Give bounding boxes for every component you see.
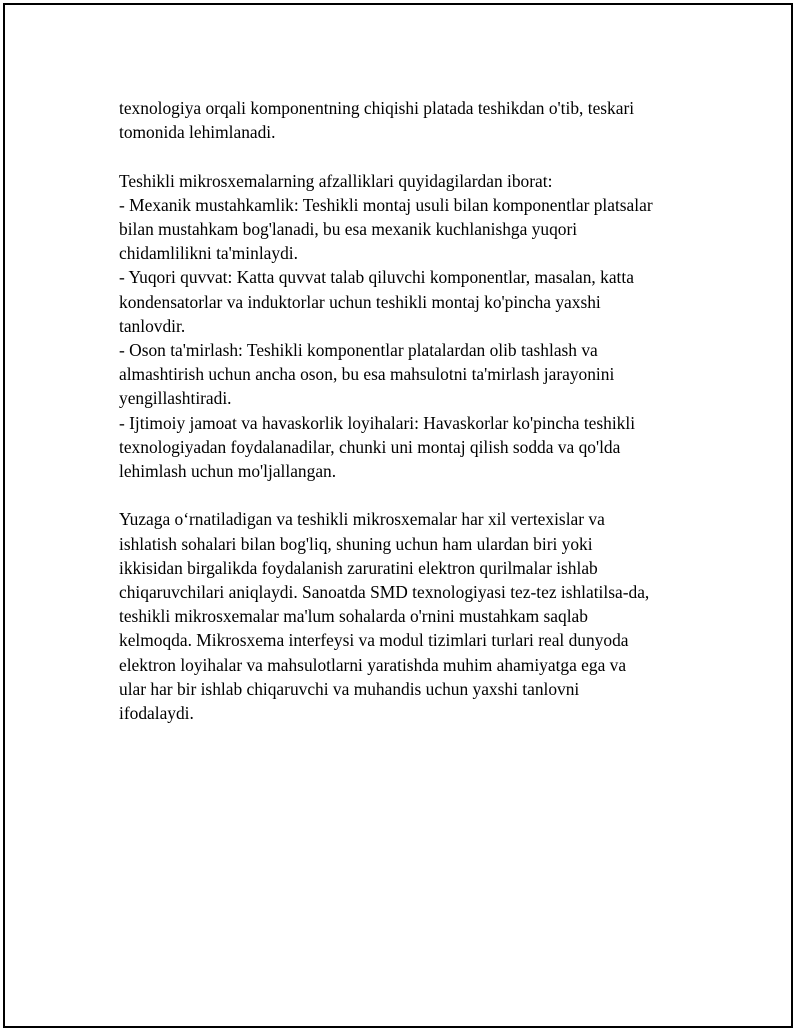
text-line: ular har bir ishlab chiqaruvchi va muhandis uchun yaxshi tanlovni (119, 678, 580, 699)
text-line: - Mexanik mustahkamlik: Teshikli montaj usuli bilan komponentlar platsalar (119, 194, 653, 215)
text-line: Yuzaga o‘rnatiladigan va teshikli mikrosxemalar har xil vertexislar va (119, 509, 605, 530)
text-line: tomonida lehimlanadi. (119, 122, 276, 143)
text-line: ishlatish sohalari bilan bog'liq, shuning uchun ham ulardan biri yoki (119, 533, 593, 554)
text-line: texnologiyadan foydalanadilar, chunki uni montaj qilish sodda va qo'lda (119, 436, 621, 457)
text-line: ikkisidan birgalikda foydalanish zaruratini elektron qurilmalar ishlab (119, 557, 598, 578)
text-line: elektron loyihalar va mahsulotlarni yaratishda muhim ahamiyatga ega va (119, 654, 627, 675)
text-line: lehimlash uchun mo'ljallangan. (119, 461, 337, 482)
text-line: teshikli mikrosxemalar ma'lum sohalarda o'rnini mustahkam saqlab (119, 606, 588, 627)
text-line: - Ijtimoiy jamoat va havaskorlik loyihalari: Havaskorlar ko'pincha teshikli (119, 412, 636, 433)
text-line: tanlovdir. (119, 315, 186, 336)
text-line: chidamlilikni ta'minlaydi. (119, 243, 298, 264)
text-line: chiqaruvchilari aniqlaydi. Sanoatda SMD texnologiyasi tez-tez ishlatilsa-da, (119, 582, 650, 603)
text-line: ifodalaydi. (119, 703, 194, 724)
document-page (3, 3, 793, 1028)
text-line: almashtirish uchun ancha oson, bu esa mahsulotni ta'mirlash jarayonini (119, 364, 615, 385)
document-body (119, 96, 699, 725)
paragraph-gap (119, 144, 699, 168)
text-line: - Oson ta'mirlash: Teshikli komponentlar platalardan olib tashlash va (119, 340, 598, 361)
text-line: yengillashtiradi. (119, 388, 232, 409)
text-line: texnologiya orqali komponentning chiqishi platada teshikdan o'tib, teskari (119, 98, 635, 118)
text-line: kondensatorlar va induktorlar uchun teshikli montaj ko'pincha yaxshi (119, 291, 601, 312)
text-line: Teshikli mikrosxemalarning afzalliklari quyidagilardan iborat: (119, 170, 553, 191)
text-line: - Yuqori quvvat: Katta quvvat talab qiluvchi komponentlar, masalan, katta (119, 267, 634, 288)
text-line: bilan mustahkam bog'lanadi, bu esa mexanik kuchlanishga yuqori (119, 219, 578, 239)
text-line: kelmoqda. Mikrosxema interfeysi va modul tizimlari turlari real dunyoda (119, 630, 629, 651)
paragraph-gap (119, 483, 699, 507)
